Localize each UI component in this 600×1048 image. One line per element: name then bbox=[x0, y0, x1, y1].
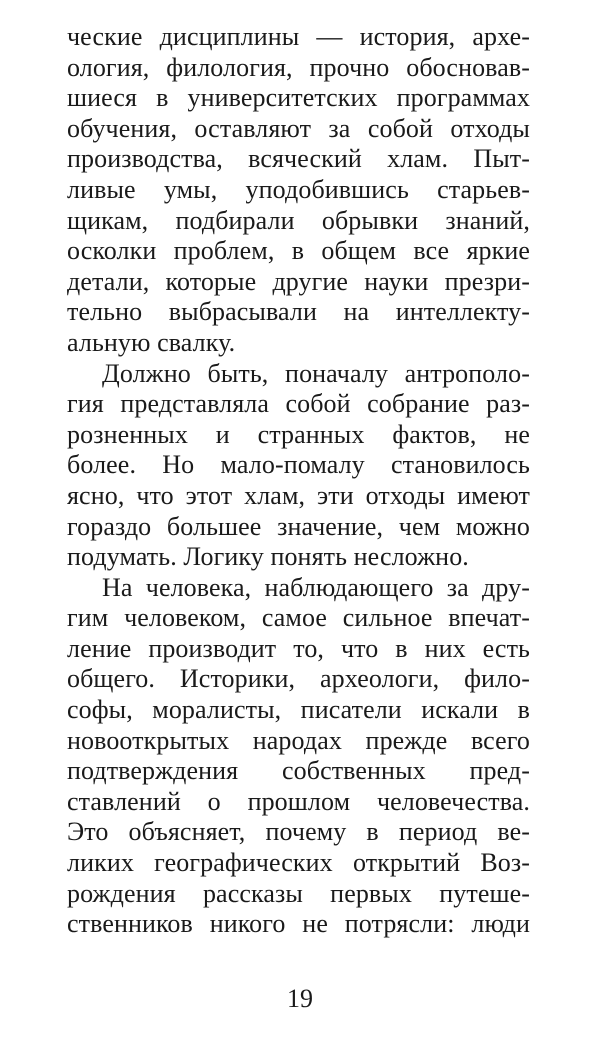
text-line: осколки проблем, в общем все яркие bbox=[67, 236, 530, 266]
text-line: На человека, наблюдающего за дру- bbox=[102, 572, 530, 602]
text-line: более. Но мало-помалу становилось bbox=[67, 450, 530, 480]
page-number: 19 bbox=[287, 984, 313, 1013]
text-line: альную свалку. bbox=[67, 327, 236, 357]
text-line: подтверждения собственных пред- bbox=[67, 756, 530, 786]
text-line: производства, всяческий хлам. Пыт- bbox=[67, 144, 530, 174]
text-line: гия представляла собой собрание раз- bbox=[67, 389, 530, 419]
text-line: ственников никого не потрясли: люди bbox=[67, 909, 530, 939]
text-line: розненных и странных фактов, не bbox=[67, 419, 530, 449]
text-line: подумать. Логику понять несложно. bbox=[67, 542, 469, 572]
text-line: софы, моралисты, писатели искали в bbox=[67, 695, 530, 725]
text-line: ческие дисциплины — история, архе- bbox=[67, 22, 530, 51]
text-line: ология, филология, прочно обосновав- bbox=[67, 52, 530, 82]
text-line: ясно, что этот хлам, эти отходы имеют bbox=[67, 480, 530, 510]
paragraph-2 bbox=[67, 359, 530, 573]
text-line: Это объясняет, почему в период ве- bbox=[67, 817, 530, 847]
text-line: обучения, оставляют за собой отходы bbox=[67, 113, 530, 143]
text-line: ставлений о прошлом человечества. bbox=[67, 786, 530, 816]
text-line: детали, которые другие науки презри- bbox=[67, 266, 530, 296]
text-line: рождения рассказы первых путеше- bbox=[67, 878, 530, 908]
text-line: тельно выбрасывали на интеллекту- bbox=[67, 297, 530, 327]
text-line: щикам, подбирали обрывки знаний, bbox=[67, 205, 530, 235]
text-line: общего. Историки, археологи, фило- bbox=[67, 664, 530, 694]
body-text bbox=[67, 22, 530, 940]
text-line: шиеся в университетских программах bbox=[67, 83, 530, 113]
paragraph-3 bbox=[67, 573, 530, 940]
text-line: ление производит то, что в них есть bbox=[67, 633, 530, 663]
text-line: Должно быть, поначалу антрополо- bbox=[102, 358, 530, 388]
paragraph-1 bbox=[67, 22, 530, 359]
text-line: ливые умы, уподобившись старьев- bbox=[67, 174, 530, 204]
text-line: гораздо большее значение, чем можно bbox=[67, 511, 530, 541]
text-line: ликих географических открытий Воз- bbox=[67, 848, 530, 878]
text-line: новооткрытых народах прежде всего bbox=[67, 725, 530, 755]
text-line: гим человеком, самое сильное впечат- bbox=[67, 603, 530, 633]
